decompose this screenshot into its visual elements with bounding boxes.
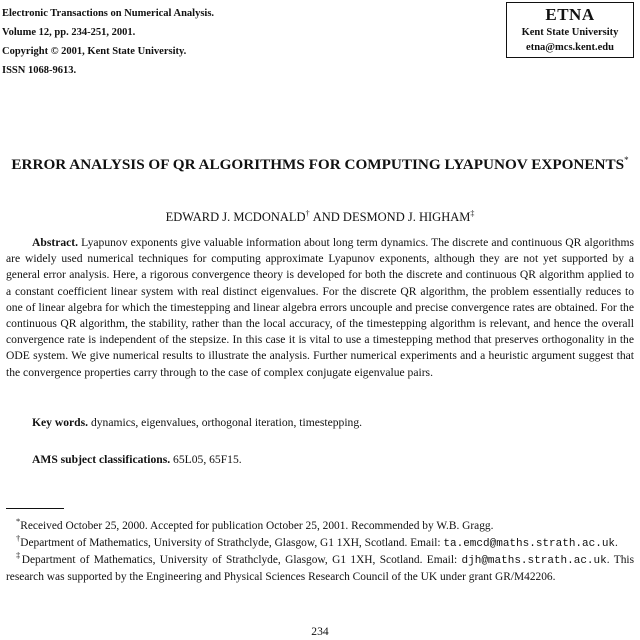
key-words-label: Key words. <box>32 416 89 429</box>
etna-institution: Kent State University <box>521 27 619 38</box>
abstract-label: Abstract. <box>32 236 79 249</box>
footnote-received <box>6 516 634 535</box>
author-1-mark: † <box>305 209 310 218</box>
author-1-email: ta.emcd@maths.strath.ac.uk <box>443 537 616 550</box>
footnote-2-mark: † <box>16 532 21 543</box>
abstract-text-2: system. We give numerical results to illustrate the analysis. Further numerical experiments and a heuristic argument suggest that the convergence properties carry through to the case of complex conjugate eigenvalue pairs. <box>6 349 634 379</box>
etna-title: ETNA <box>545 5 595 24</box>
footnotes <box>6 516 634 586</box>
footnote-2-end: . <box>615 536 618 549</box>
author-2: DESMOND J. HIGHAM <box>342 210 471 225</box>
author-1: EDWARD J. MCDONALD <box>165 210 306 225</box>
etna-email: etna@mcs.kent.edu <box>526 42 614 53</box>
journal-issn: ISSN 1068-9613. <box>2 65 77 76</box>
footnote-divider <box>6 508 64 509</box>
ams-label: AMS subject classifications. <box>32 453 171 466</box>
key-words-text: dynamics, eigenvalues, orthogonal iteration, timestepping. <box>88 416 363 429</box>
ams-classifications <box>32 452 242 468</box>
footnote-2-text: Department of Mathematics, University of Strathclyde, Glasgow, G1 1XH, Scotland. Email: <box>20 536 444 549</box>
author-2-mark: ‡ <box>470 209 475 218</box>
abstract <box>6 235 634 381</box>
author-line <box>10 206 630 225</box>
abstract-text-1: Lyapunov exponents give valuable information about long term dynamics. The discrete and continuous QR algorithms are widely used numerical techniques for computing approximate Lyapunov exponents, although they are not yet supported by a general error analysis. Here, a rigorous convergence theory is developed for both the discrete and continuous QR algorithm applied to a constant coefficient linear system with real distinct eigenvalues. For the discrete QR algorithm, the problem essentially reduces to one of linear algebra for which the timestepping and linear algebra errors uncouple and precise convergence rates are obtained. For the continuous QR algorithm, the stability, rather than the local accuracy, of the timestepping algorithm is relevant, and hence the overall convergence rate is independent of the stepsize. In this case it is vital to use a timestepping method that preserves orthogonality in the <box>6 236 634 347</box>
key-words <box>32 415 362 431</box>
footnote-author-2 <box>6 550 634 585</box>
page-number: 234 <box>311 625 329 638</box>
footnote-3-text: Department of Mathematics, University of Strathclyde, Glasgow, G1 1XH, Scotland. Email: <box>21 554 462 567</box>
journal-volume: Volume 12, pp. 234-251, 2001. <box>2 27 136 38</box>
journal-name: Electronic Transactions on Numerical Analysis. <box>2 8 215 19</box>
footnote-3-mark: ‡ <box>16 550 22 561</box>
abstract-ode-term: ODE <box>6 349 30 363</box>
footnote-3-end: . This research was supported by the Engineering and Physical Sciences Research Council of the UK under grant GR/M42206. <box>6 554 634 583</box>
ams-text: 65L05, 65F15. <box>170 453 242 466</box>
journal-header <box>2 4 214 80</box>
etna-box <box>506 2 634 58</box>
footnote-1-mark: * <box>16 516 21 527</box>
title-footnote-mark: * <box>624 155 629 165</box>
footnote-author-1 <box>6 532 634 553</box>
paper-title-text: ERROR ANALYSIS OF QR ALGORITHMS FOR COMPUTING LYAPUNOV EXPONENTS <box>11 156 625 174</box>
journal-copyright: Copyright © 2001, Kent State University. <box>2 46 187 57</box>
paper-title <box>10 151 630 174</box>
footnote-1-text: Received October 25, 2000. Accepted for publication October 25, 2001. Recommended by W.B. Gragg. <box>20 520 494 532</box>
author-2-email: djh@maths.strath.ac.uk <box>461 555 607 568</box>
author-conjunction: AND <box>312 210 340 225</box>
